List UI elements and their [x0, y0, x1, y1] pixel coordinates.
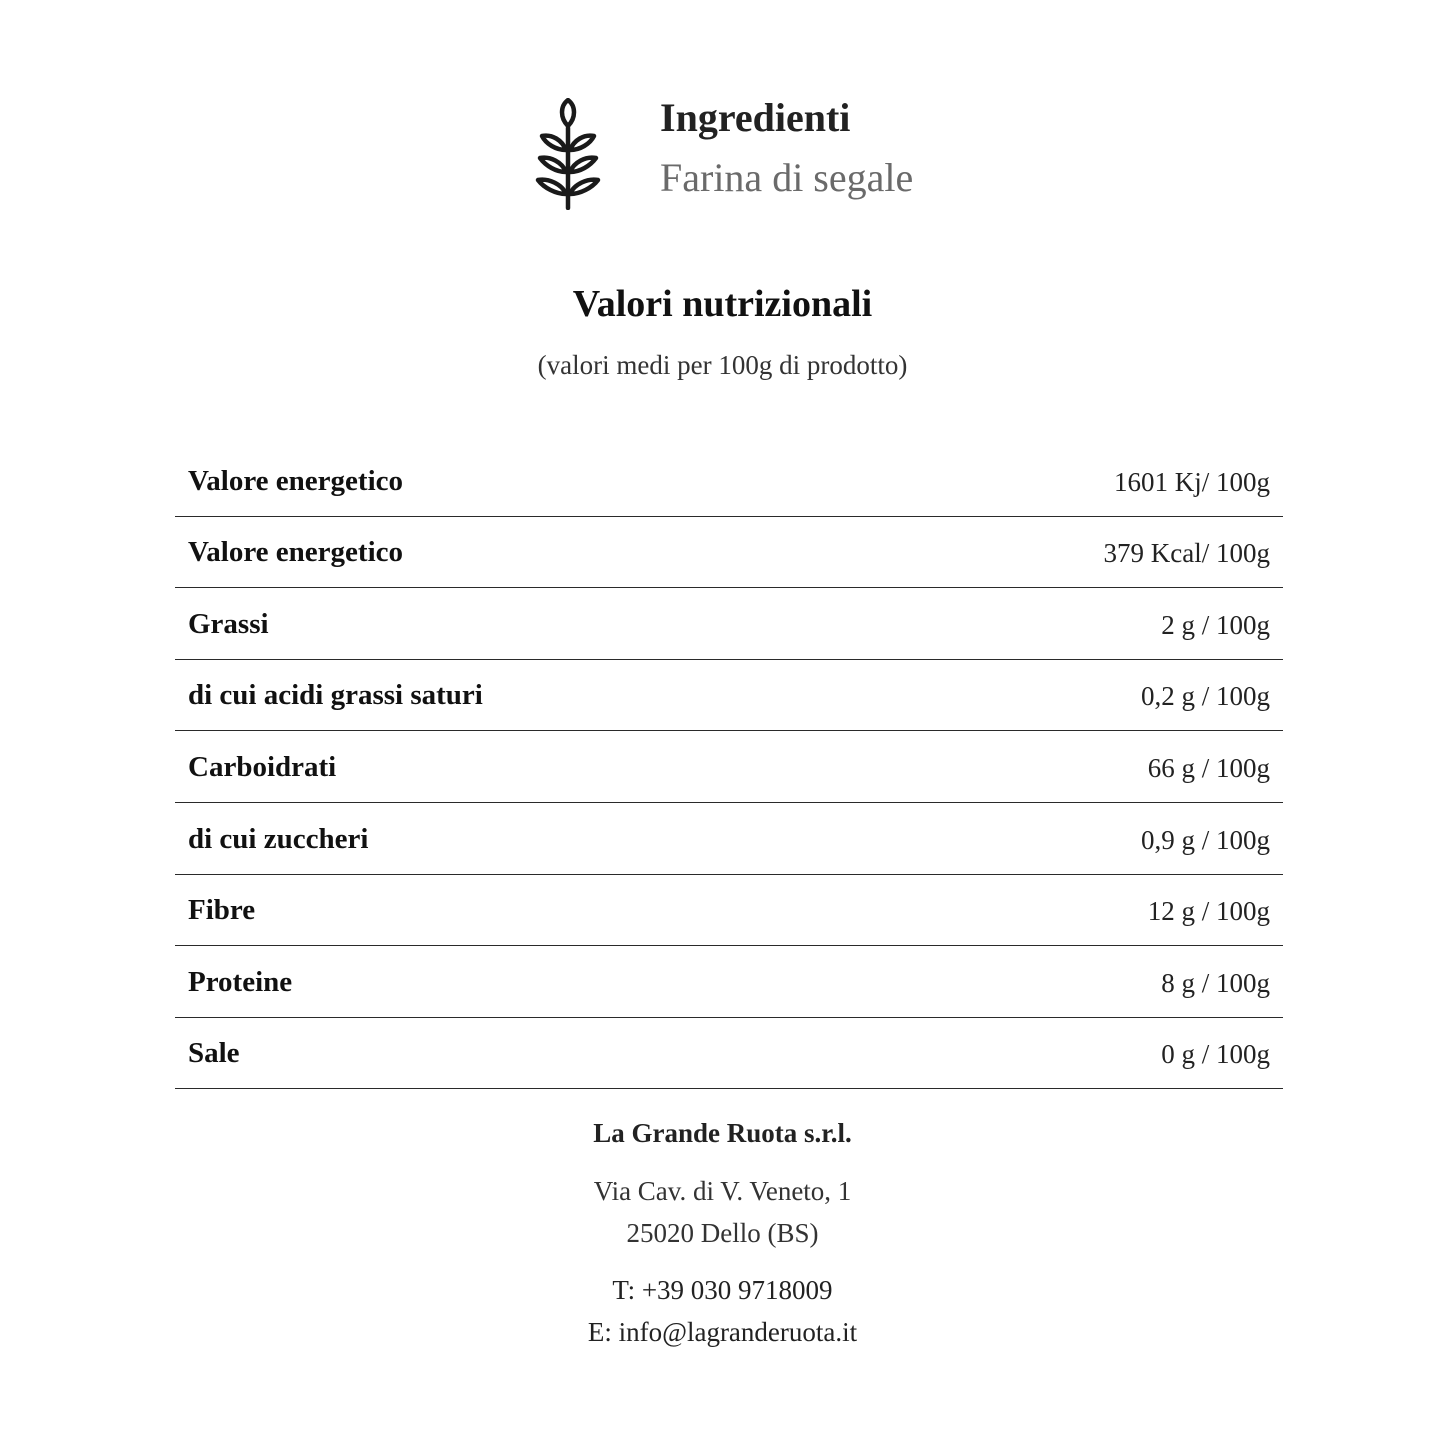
wheat-icon [530, 98, 606, 210]
email-address: E: info@lagranderuota.it [587, 1317, 858, 1347]
nutrient-label: Fibre [188, 894, 256, 927]
nutrition-table [175, 445, 1283, 1089]
nutrient-label: Proteine [188, 965, 293, 998]
nutrition-title: Valori nutrizionali [572, 283, 873, 325]
ingredients-value: Farina di segale [660, 155, 914, 200]
nutrition-row [175, 517, 1283, 589]
nutrition-row [175, 875, 1283, 947]
nutrient-label: Carboidrati [188, 750, 337, 783]
nutrition-row [175, 1018, 1283, 1090]
nutrition-row [175, 731, 1283, 803]
nutrition-row [175, 803, 1283, 875]
nutrition-row [175, 946, 1283, 1018]
nutrient-value: 0 g / 100g [1161, 1039, 1270, 1070]
nutrient-value: 2 g / 100g [1161, 609, 1270, 640]
nutrient-label: di cui zuccheri [188, 822, 369, 855]
nutrient-label: Sale [188, 1037, 240, 1070]
ingredients-title: Ingredienti [660, 95, 851, 140]
nutrient-label: Valore energetico [188, 464, 404, 497]
nutrition-row [175, 445, 1283, 517]
ingredients-section [530, 92, 1050, 222]
phone-number: T: +39 030 9718009 [612, 1275, 833, 1305]
nutrition-row [175, 660, 1283, 732]
nutrition-subtitle: (valori medi per 100g di prodotto) [537, 350, 908, 380]
nutrition-row [175, 588, 1283, 660]
company-name: La Grande Ruota s.r.l. [593, 1118, 852, 1148]
nutrient-label: Valore energetico [188, 536, 404, 569]
nutrient-value: 0,2 g / 100g [1140, 681, 1270, 712]
nutrient-label: di cui acidi grassi saturi [188, 679, 483, 712]
nutrient-value: 66 g / 100g [1147, 752, 1270, 783]
nutrient-label: Grassi [188, 607, 269, 640]
nutrient-value: 1601 Kj/ 100g [1113, 466, 1270, 497]
address-line-1: Via Cav. di V. Veneto, 1 [593, 1176, 852, 1206]
nutrient-value: 379 Kcal/ 100g [1103, 538, 1270, 569]
nutrient-value: 12 g / 100g [1147, 896, 1270, 927]
nutrient-value: 0,9 g / 100g [1140, 824, 1270, 855]
nutrient-value: 8 g / 100g [1161, 967, 1270, 998]
address-line-2: 25020 Dello (BS) [626, 1218, 819, 1248]
